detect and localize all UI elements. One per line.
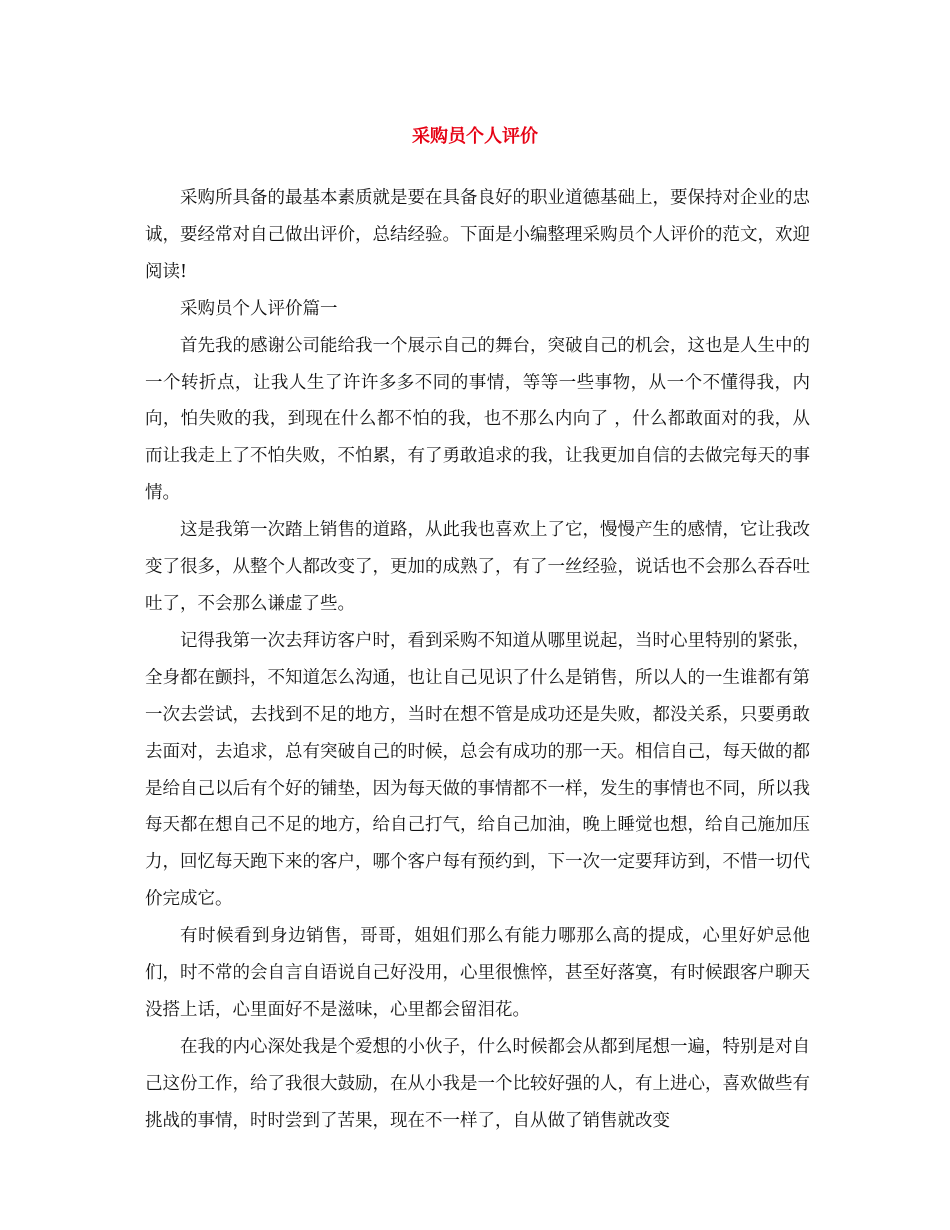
paragraph: 有时候看到身边销售，哥哥，姐姐们那么有能力哪那么高的提成，心里好妒忌他们，时不常的会自言自语说自己好没用，心里很憔悴，甚至好落寞，有时候跟客户聊天没搭上话，心里面好不是滋味，心里都会留泪花。 — [145, 926, 810, 1020]
paragraph: 这是我第一次踏上销售的道路，从此我也喜欢上了它，慢慢产生的感情，它让我改变了很多，从整个人都改变了，更加的成熟了，有了一丝经验，说话也不会那么吞吞吐吐了，不会那么谦虚了些。 — [145, 520, 810, 614]
document-body — [145, 180, 810, 1140]
section-heading: 采购员个人评价篇一 — [180, 298, 338, 319]
paragraph: 首先我的感谢公司能给我一个展示自己的舞台，突破自己的机会，这也是人生中的一个转折点，让我人生了许许多多不同的事情，等等一些事物，从一个不懂得我，内向，怕失败的我，到现在什么都不怕的我，也不那么内向了 ，什么都敢面对的我，从而让我走上了不怕失败，不怕累，有了勇敢追求的我，让我更加自信的去做完每天的事情。 — [145, 335, 810, 504]
document-title: 采购员个人评价 — [412, 126, 538, 147]
paragraph: 在我的内心深处我是个爱想的小伙子，什么时候都会从都到尾想一遍，特别是对自己这份工作，给了我很大鼓励，在从小我是一个比较好强的人，有上进心，喜欢做些有挑战的事情，时时尝到了苦果，现在不一样了，自从做了销售就改变 — [145, 1036, 810, 1131]
paragraph-intro: 采购所具备的最基本素质就是要在具备良好的职业道德基础上，要保持对企业的忠诚，要经常对自己做出评价，总结经验。下面是小编整理采购员个人评价的范文，欢迎阅读! — [145, 188, 810, 282]
paragraph: 记得我第一次去拜访客户时，看到采购不知道从哪里说起，当时心里特别的紧张，全身都在颤抖，不知道怎么沟通，也让自己见识了什么是销售，所以人的一生谁都有第一次去尝试，去找到不足的地方，当时在想不管是成功还是失败，都没关系，只要勇敢去面对，去追求，总有突破自己的时候，总会有成功的那一天。相信自己，每天做的都是给自己以后有个好的铺垫，因为每天做的事情都不一样，发生的事情也不同，所以我每天都在想自己不足的地方，给自己打气，给自己加油，晚上睡觉也想，给自己施加压力，回忆每天跑下来的客户，哪个客户每有预约到，下一次一定要拜访到，不惜一切代价完成它。 — [145, 630, 810, 910]
